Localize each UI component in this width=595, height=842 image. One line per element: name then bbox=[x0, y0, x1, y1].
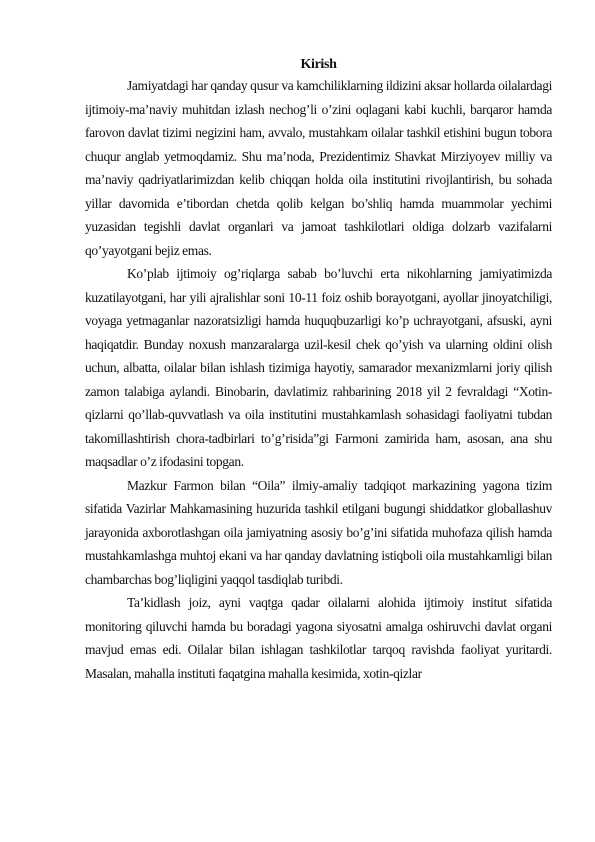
paragraph-4: Ta’kidlash joiz, ayni vaqtga qadar oilalarni alohida ijtimoiy institut sifatida monitoring qiluvchi hamda bu boradagi yagona siyosatni amalga oshiruvchi davlat organi mavjud emas edi. Oilalar bilan ishlagan tashkilotlar tarqoq ravishda faoliyat yuritardi. Masalan, mahalla instituti faqatgina mahalla kesimida, xotin-qizlar bbox=[85, 595, 552, 681]
document-body bbox=[85, 56, 552, 685]
paragraph-3: Mazkur Farmon bilan “Oila” ilmiy-amaliy tadqiqot markazining yagona tizim sifatida Vazirlar Mahkamasining huzurida tashkil etilgani bugungi shiddatkor globallashuv jarayonida axborotlashgan oila jamiyatning asosiy bo’g’ini sifatida muhofaza qilish hamda mustahkamlashga muhtoj ekani va har qanday davlatning istiqboli oila mustahkamligi bilan chambarchas bog’liqligini yaqqol tasdiqlab turibdi. bbox=[85, 477, 552, 587]
paragraph-1: Jamiyatdagi har qanday qusur va kamchiliklarning ildizini aksar hollarda oilalardagi ijtimoiy-ma’naviy muhitdan izlash nechog’li o’zini oqlagani kabi kuchli, barqaror hamda farovon davlat tizimi negizini ham, avvalo, mustahkam oilalar tashkil etishini bugun tobora chuqur anglab yetmoqdamiz. Shu ma’noda, Prezidentimiz Shavkat Mirziyoyev milliy va ma’naviy qadriyatlarimizdan kelib chiqqan holda oila institutini rivojlantirish, bu sohada yillar davomida e’tibordan chetda qolib kelgan bo’shliq hamda muammolar yechimi yuzasidan tegishli davlat organlari va jamoat tashkilotlari oldiga dolzarb vazifalarni qo’yayotgani bejiz emas. bbox=[85, 78, 552, 258]
document-title: Kirish bbox=[300, 57, 337, 72]
paragraph-2: Ko’plab ijtimoiy og’riqlarga sabab bo’luvchi erta nikohlarning jamiyatimizda kuzatilayotgani, har yili ajralishlar soni 10-11 foiz oshib borayotgani, ayollar jinoyatchiligi, voyaga yetmaganlar nazoratsizligi hamda huquqbuzarligi ko’p uchrayotgani, afsuski, ayni haqiqatdir. Bunday noxush manzaralarga uzil-kesil chek qo’yish va ularning oldini olish uchun, albatta, oilalar bilan ishlash tizimiga hayotiy, samarador mexanizmlarni joriy qilish zamon talabiga aylandi. Binobarin, davlatimiz rahbarining 2018 yil 2 fevraldagi “Xotin-qizlarni qo’llab-quvvatlash va oila institutini mustahkamlash sohasidagi faoliyatni tubdan takomillashtirish chora-tadbirlari to’g’risida”gi Farmoni zamirida ham, asosan, ana shu maqsadlar o’z ifodasini topgan. bbox=[85, 266, 552, 469]
